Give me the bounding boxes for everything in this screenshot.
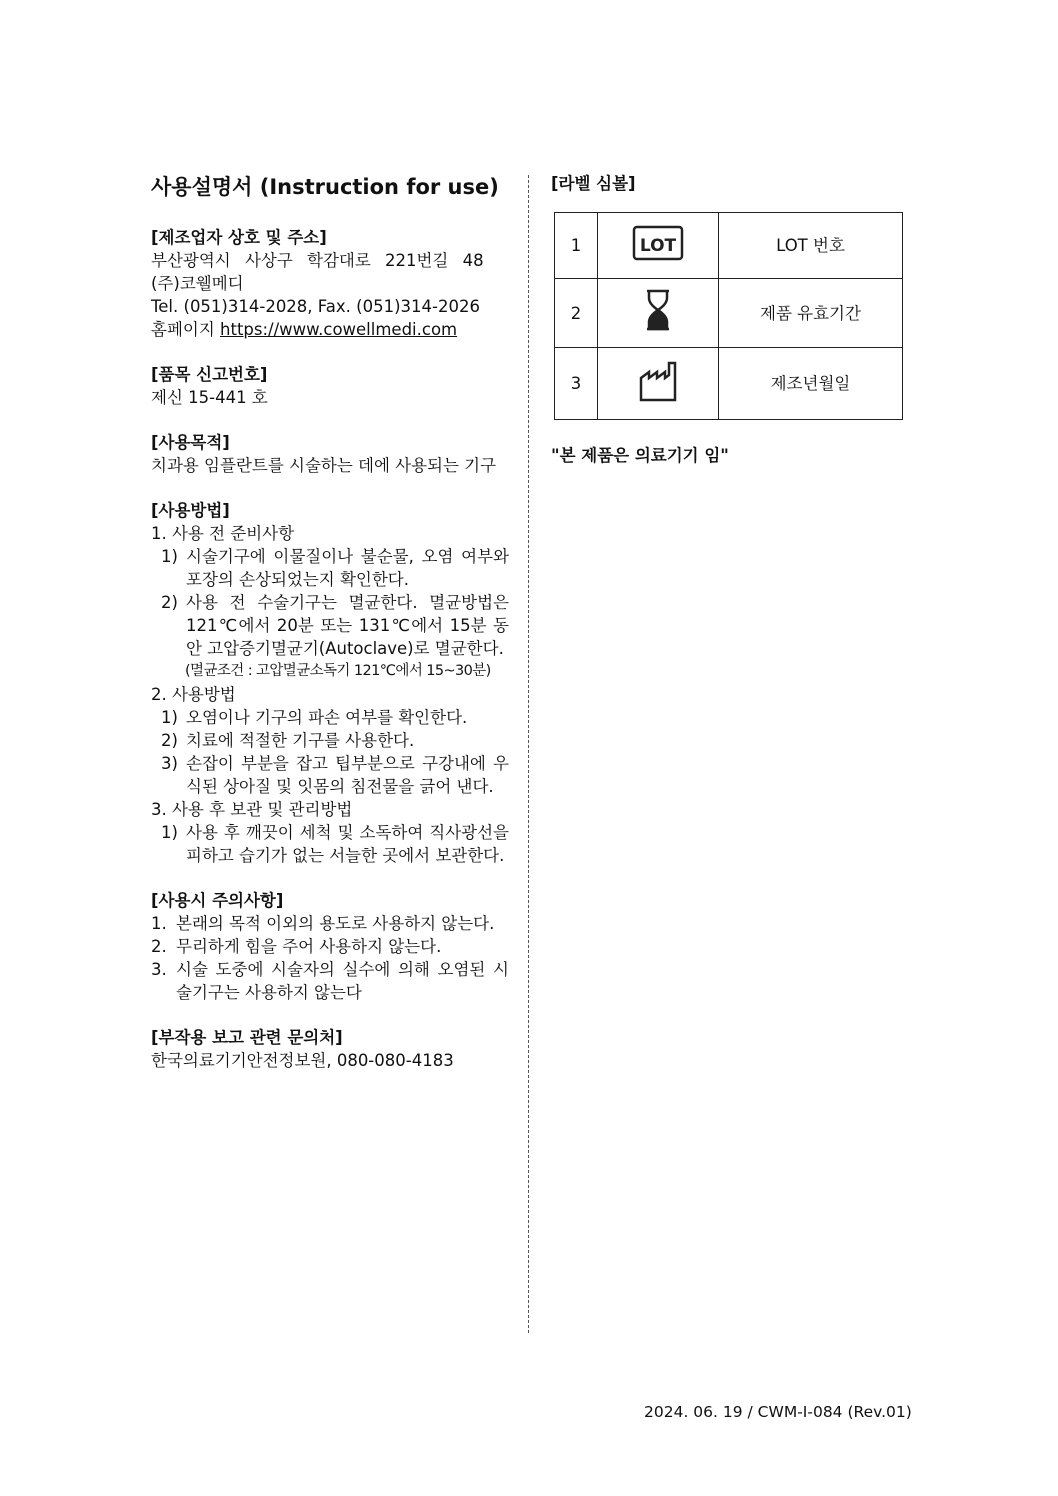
- row-label: 제조년월일: [719, 348, 903, 420]
- adverse-heading: [부작용 보고 관련 문의처]: [151, 1028, 343, 1047]
- list-item: [151, 545, 509, 591]
- registration-section: [151, 363, 509, 409]
- row-number: 1: [555, 213, 598, 279]
- usage-step-title: 1. 사용 전 준비사항: [151, 524, 295, 543]
- item-number: 2): [161, 731, 178, 750]
- document-footer: 2024. 06. 19 / CWM-I-084 (Rev.01): [644, 1403, 912, 1421]
- factory-icon: [598, 348, 719, 420]
- usage-step-title: 2. 사용방법: [151, 685, 236, 704]
- list-item: [151, 912, 509, 935]
- registration-value: 제신 15-441 호: [151, 388, 268, 407]
- usage-section: [151, 499, 509, 867]
- hourglass-icon: [598, 279, 719, 348]
- column-divider: [528, 175, 529, 1333]
- svg-text:LOT: LOT: [639, 235, 677, 256]
- homepage-label: 홈페이지: [151, 320, 215, 339]
- item-number: 1): [161, 823, 178, 842]
- label-symbols-table: [554, 212, 903, 420]
- row-label: 제품 유효기간: [719, 279, 903, 348]
- table-row: [555, 279, 903, 348]
- list-item: [151, 591, 509, 660]
- list-item: [151, 958, 509, 1004]
- item-number: 3): [161, 754, 178, 773]
- sterilization-note: (멸균조건 : 고압멸균소독기 121℃에서 15~30분): [185, 663, 491, 679]
- item-text: 시술 도중에 시술자의 실수에 의해 오염된 시술기구는 사용하지 않는다: [176, 960, 509, 1002]
- item-text: 사용 전 수술기구는 멸균한다. 멸균방법은 121℃에서 20분 또는 131℃에서 15분 동안 고압증기멸균기(Autoclave)로 멸균한다.: [186, 593, 509, 658]
- item-number: 1): [161, 708, 178, 727]
- list-item: [151, 752, 509, 798]
- purpose-heading: [사용목적]: [151, 433, 230, 452]
- manufacturer-company: (주)코웰메디: [151, 274, 244, 293]
- list-item: [151, 729, 509, 752]
- row-label: LOT 번호: [719, 213, 903, 279]
- item-text: 사용 후 깨끗이 세척 및 소독하여 직사광선을 피하고 습기가 없는 서늘한 곳에서 보관한다.: [186, 823, 509, 865]
- item-text: 시술기구에 이물질이나 불순물, 오염 여부와 포장의 손상되었는지 확인한다.: [186, 547, 509, 589]
- adverse-contact: 한국의료기기안전정보원, 080-080-4183: [151, 1051, 454, 1070]
- document-title: 사용설명서 (Instruction for use): [151, 175, 499, 199]
- table-row: [555, 213, 903, 279]
- lot-icon: [598, 213, 719, 279]
- item-text: 치료에 적절한 기구를 사용한다.: [186, 731, 415, 750]
- list-item: [151, 935, 509, 958]
- usage-step-title: 3. 사용 후 보관 및 관리방법: [151, 800, 353, 819]
- item-text: 오염이나 기구의 파손 여부를 확인한다.: [186, 708, 468, 727]
- manufacturer-address: 부산광역시 사상구 학감대로 221번길 48: [151, 251, 484, 270]
- manufacturer-contact: Tel. (051)314-2028, Fax. (051)314-2026: [151, 297, 480, 316]
- homepage-link[interactable]: https://www.cowellmedi.com: [220, 320, 458, 339]
- item-number: 1): [161, 547, 178, 566]
- registration-heading: [품목 신고번호]: [151, 365, 268, 384]
- item-number: 3.: [151, 960, 167, 979]
- item-number: 2.: [151, 937, 167, 956]
- usage-heading: [사용방법]: [151, 501, 230, 520]
- row-number: 2: [555, 279, 598, 348]
- item-text: 손잡이 부분을 잡고 팁부분으로 구강내에 우식된 상아질 및 잇몸의 침전물을 긁어 낸다.: [186, 754, 509, 796]
- left-column: [151, 172, 509, 1094]
- label-symbols-heading: [라벨 심볼]: [551, 174, 636, 193]
- purpose-text: 치과용 임플란트를 시술하는 데에 사용되는 기구: [151, 456, 497, 475]
- manufacturer-section: [151, 226, 509, 341]
- item-number: 2): [161, 593, 178, 612]
- adverse-section: [151, 1026, 509, 1072]
- item-text: 본래의 목적 이외의 용도로 사용하지 않는다.: [176, 914, 495, 933]
- precautions-heading: [사용시 주의사항]: [151, 891, 284, 910]
- manufacturer-heading: [제조업자 상호 및 주소]: [151, 228, 327, 247]
- item-text: 무리하게 힘을 주어 사용하지 않는다.: [176, 937, 442, 956]
- list-item: [151, 706, 509, 729]
- item-number: 1.: [151, 914, 167, 933]
- table-row: [555, 348, 903, 420]
- manufacturer-homepage: [151, 318, 509, 341]
- right-column: [551, 172, 903, 467]
- list-item: [151, 821, 509, 867]
- purpose-section: [151, 431, 509, 477]
- precautions-section: [151, 889, 509, 1004]
- row-number: 3: [555, 348, 598, 420]
- medical-device-notice: "본 제품은 의료기기 임": [551, 446, 729, 465]
